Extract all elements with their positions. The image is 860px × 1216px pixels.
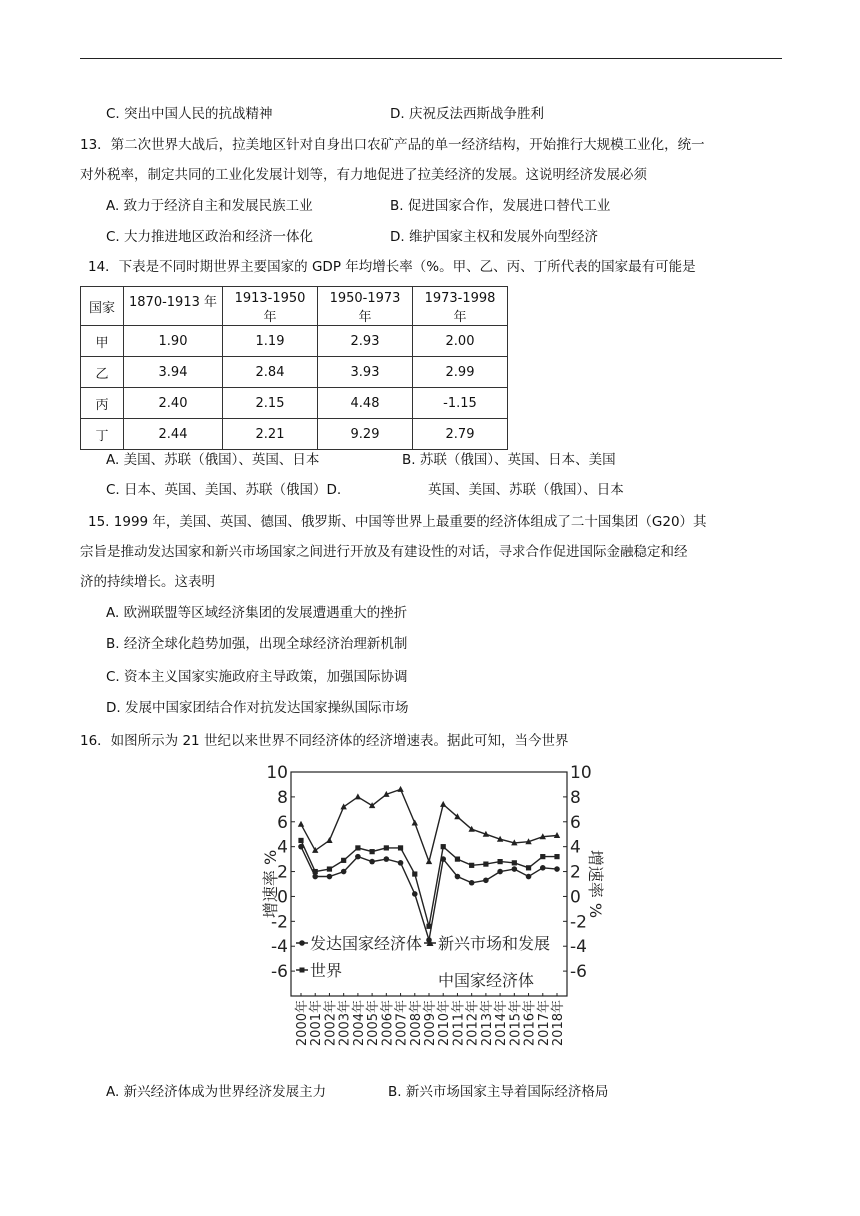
table-cell: 3.94 (124, 357, 223, 388)
q15-option-a: A. 欧洲联盟等区域经济集团的发展遭遇重大的挫折 (106, 605, 408, 621)
data-point-emerging (440, 801, 446, 807)
data-point-emerging (412, 820, 418, 826)
q13-option-b: B. 促进国家合作，发展进口替代工业 (390, 198, 611, 214)
table-cell: 1.19 (223, 326, 318, 357)
q13-option-d: D. 维护国家主权和发展外向型经济 (390, 229, 598, 245)
data-point-world (498, 859, 503, 864)
y-tick-label-right: 4 (570, 837, 581, 858)
data-point-world (384, 845, 389, 850)
data-point-emerging (426, 858, 432, 864)
table-row (81, 388, 508, 419)
x-tick-label: 2007年 (394, 1000, 410, 1047)
chart-legend (296, 934, 550, 990)
growth-rate-chart (258, 762, 608, 1072)
data-point-developed (341, 869, 347, 875)
series-line-emerging (301, 789, 557, 861)
table-cell: 1.90 (124, 326, 223, 357)
table-row (81, 419, 508, 450)
y-tick-label-left: 8 (277, 787, 288, 808)
table-cell: 丁 (81, 419, 124, 450)
y-tick-label-right: -4 (570, 937, 587, 958)
table-cell: 4.48 (318, 388, 413, 419)
data-point-world (370, 849, 375, 854)
q15-option-c: C. 资本主义国家实施政府主导政策，加强国际协调 (106, 669, 408, 685)
q16-option-b: B. 新兴市场国家主导着国际经济格局 (388, 1084, 609, 1100)
data-point-emerging (554, 832, 560, 838)
legend-emerging-line1: 新兴市场和发展 (438, 934, 551, 953)
table-cell: 甲 (81, 326, 124, 357)
y-tick-label-right: 6 (570, 812, 581, 833)
data-point-world (341, 858, 346, 863)
table-header-cell: 1870-1913 年 (124, 287, 223, 326)
q14-stem: 14．下表是不同时期世界主要国家的 GDP 年均增长率（%。甲、乙、丙、丁所代表的国家最有可能是 (88, 259, 696, 275)
legend-emerging-line2: 中国家经济体 (438, 971, 535, 990)
table-cell: 2.93 (318, 326, 413, 357)
table-header-cell: 1973-1998 年 (413, 287, 508, 326)
data-point-emerging (340, 803, 346, 809)
data-point-developed (298, 844, 304, 850)
q14-option-d: 英国、美国、苏联（俄国）、日本 (428, 482, 624, 498)
legend-world: 世界 (310, 961, 343, 980)
header-rule (80, 58, 782, 59)
data-point-world (327, 866, 332, 871)
y-tick-label-right: -6 (570, 962, 587, 983)
table-cell: 2.21 (223, 419, 318, 450)
data-point-developed (355, 854, 361, 860)
data-point-developed (512, 866, 518, 872)
y-tick-label-right: 10 (570, 763, 592, 783)
legend-marker-developed (299, 940, 305, 946)
data-point-emerging (298, 821, 304, 827)
q16-option-a: A. 新兴经济体成为世界经济发展主力 (106, 1084, 327, 1100)
q12-option-d: D. 庆祝反法西斯战争胜利 (390, 106, 544, 122)
y-tick-label-left: -2 (271, 912, 288, 933)
q14-option-b: B. 苏联（俄国）、英国、日本、美国 (402, 452, 616, 468)
x-tick-label: 2006年 (380, 1000, 396, 1047)
series-line-world (301, 840, 557, 926)
x-tick-label: 2016年 (522, 1000, 538, 1047)
y-tick-label-right: 8 (570, 787, 581, 808)
data-point-world (441, 844, 446, 849)
data-point-developed (469, 880, 475, 886)
x-tick-label: 2017年 (536, 1000, 552, 1047)
x-tick-label: 2011年 (451, 1000, 467, 1047)
table-cell: 丙 (81, 388, 124, 419)
table-header-row (81, 287, 508, 326)
data-point-world (398, 845, 403, 850)
y-tick-label-left: 0 (277, 887, 288, 908)
x-tick-label: 2000年 (295, 1000, 310, 1047)
data-point-developed (440, 856, 446, 862)
q13-stem-line2: 对外税率，制定共同的工业化发展计划等，有力地促进了拉美经济的发展。这说明经济发展必须 (80, 167, 647, 183)
q15-option-d: D. 发展中国家团结合作对抗发达国家操纵国际市场 (106, 700, 409, 716)
q13-option-a: A. 致力于经济自主和发展民族工业 (106, 198, 313, 214)
table-cell: 2.99 (413, 357, 508, 388)
y-tick-label-left: 10 (266, 763, 288, 783)
legend-developed: 发达国家经济体 (310, 934, 423, 953)
table-cell: 乙 (81, 357, 124, 388)
data-point-developed (398, 860, 404, 866)
y-axis-label-left: 增速率 % (261, 849, 280, 919)
y-tick-label-left: -4 (271, 937, 288, 958)
x-tick-label: 2002年 (323, 1000, 339, 1047)
data-point-emerging (355, 793, 361, 799)
x-tick-label: 2009年 (423, 1000, 438, 1047)
data-point-world (355, 845, 360, 850)
legend-marker-world (300, 968, 305, 973)
data-point-world (469, 863, 474, 868)
x-tick-label: 2010年 (437, 1000, 453, 1047)
table-cell: 2.44 (124, 419, 223, 450)
y-tick-label-left: 2 (277, 862, 288, 883)
q16-stem: 16．如图所示为 21 世纪以来世界不同经济体的经济增速表。据此可知，当今世界 (80, 733, 569, 749)
table-cell: 2.84 (223, 357, 318, 388)
q15-stem-line1: 15. 1999 年，美国、英国、德国、俄罗斯、中国等世界上最重要的经济体组成了二十国集团（G20）其 (88, 514, 707, 530)
y-tick-label-right: 0 (570, 887, 581, 908)
data-point-emerging (312, 847, 318, 853)
data-point-developed (369, 859, 375, 865)
table-cell: 9.29 (318, 419, 413, 450)
q14-option-c: C. 日本、英国、美国、苏联（俄国）D. (106, 482, 342, 498)
data-point-developed (554, 866, 560, 872)
gdp-growth-table (80, 286, 508, 450)
table-cell: 2.00 (413, 326, 508, 357)
data-point-developed (526, 874, 532, 880)
q15-option-b: B. 经济全球化趋势加强，出现全球经济治理新机制 (106, 636, 408, 652)
table-header-cell: 1913-1950 年 (223, 287, 318, 326)
y-tick-label-right: 2 (570, 862, 581, 883)
x-tick-label: 2015年 (508, 1000, 524, 1047)
q13-stem-line1: 13．第二次世界大战后，拉美地区针对自身出口农矿产品的单一经济结构，开始推行大规模工业化，统一 (80, 137, 705, 153)
y-tick-label-left: 6 (277, 812, 288, 833)
y-axis-label-right: 增速率 % (586, 849, 605, 919)
table-row (81, 326, 508, 357)
table-cell: -1.15 (413, 388, 508, 419)
table-row (81, 357, 508, 388)
q15-stem-line3: 济的持续增长。这表明 (80, 574, 215, 590)
y-tick-label-right: -2 (570, 912, 587, 933)
table-cell: 3.93 (318, 357, 413, 388)
x-tick-label: 2005年 (366, 1000, 382, 1047)
table-cell: 2.79 (413, 419, 508, 450)
y-tick-label-left: -6 (271, 962, 288, 983)
q13-option-c: C. 大力推进地区政治和经济一体化 (106, 229, 314, 245)
x-tick-label: 2013年 (479, 1000, 495, 1047)
data-point-world (298, 838, 303, 843)
x-tick-label: 2014年 (494, 1000, 510, 1047)
data-point-developed (497, 869, 503, 875)
table-cell: 2.40 (124, 388, 223, 419)
data-point-developed (483, 877, 489, 883)
q12-option-c: C. 突出中国人民的抗战精神 (106, 106, 273, 122)
data-point-developed (327, 874, 333, 880)
y-tick-label-left: 4 (277, 837, 288, 858)
data-point-world (455, 857, 460, 862)
data-point-developed (540, 865, 546, 871)
x-tick-label: 2008年 (408, 1000, 424, 1047)
x-tick-label: 2012年 (465, 1000, 481, 1047)
data-point-world (526, 865, 531, 870)
q15-stem-line2: 宗旨是推动发达国家和新兴市场国家之间进行开放及有建设性的对话，寻求合作促进国际金融稳定和经 (80, 544, 688, 560)
data-point-world (483, 861, 488, 866)
table-header-cell: 国家 (81, 287, 124, 326)
data-point-world (412, 871, 417, 876)
x-tick-label: 2001年 (309, 1000, 325, 1047)
data-point-world (512, 860, 517, 865)
data-point-developed (412, 891, 418, 897)
data-point-developed (455, 874, 461, 880)
data-point-emerging (397, 786, 403, 792)
x-tick-label: 2003年 (337, 1000, 353, 1047)
data-point-developed (384, 856, 390, 862)
data-point-world (540, 854, 545, 859)
x-tick-label: 2018年 (551, 1000, 566, 1047)
table-header-cell: 1950-1973 年 (318, 287, 413, 326)
x-tick-label: 2004年 (351, 1000, 367, 1047)
q14-option-a: A. 美国、苏联（俄国）、英国、日本 (106, 452, 320, 468)
table-cell: 2.15 (223, 388, 318, 419)
data-point-developed (312, 874, 318, 880)
data-point-emerging (326, 837, 332, 843)
data-point-world (554, 854, 559, 859)
